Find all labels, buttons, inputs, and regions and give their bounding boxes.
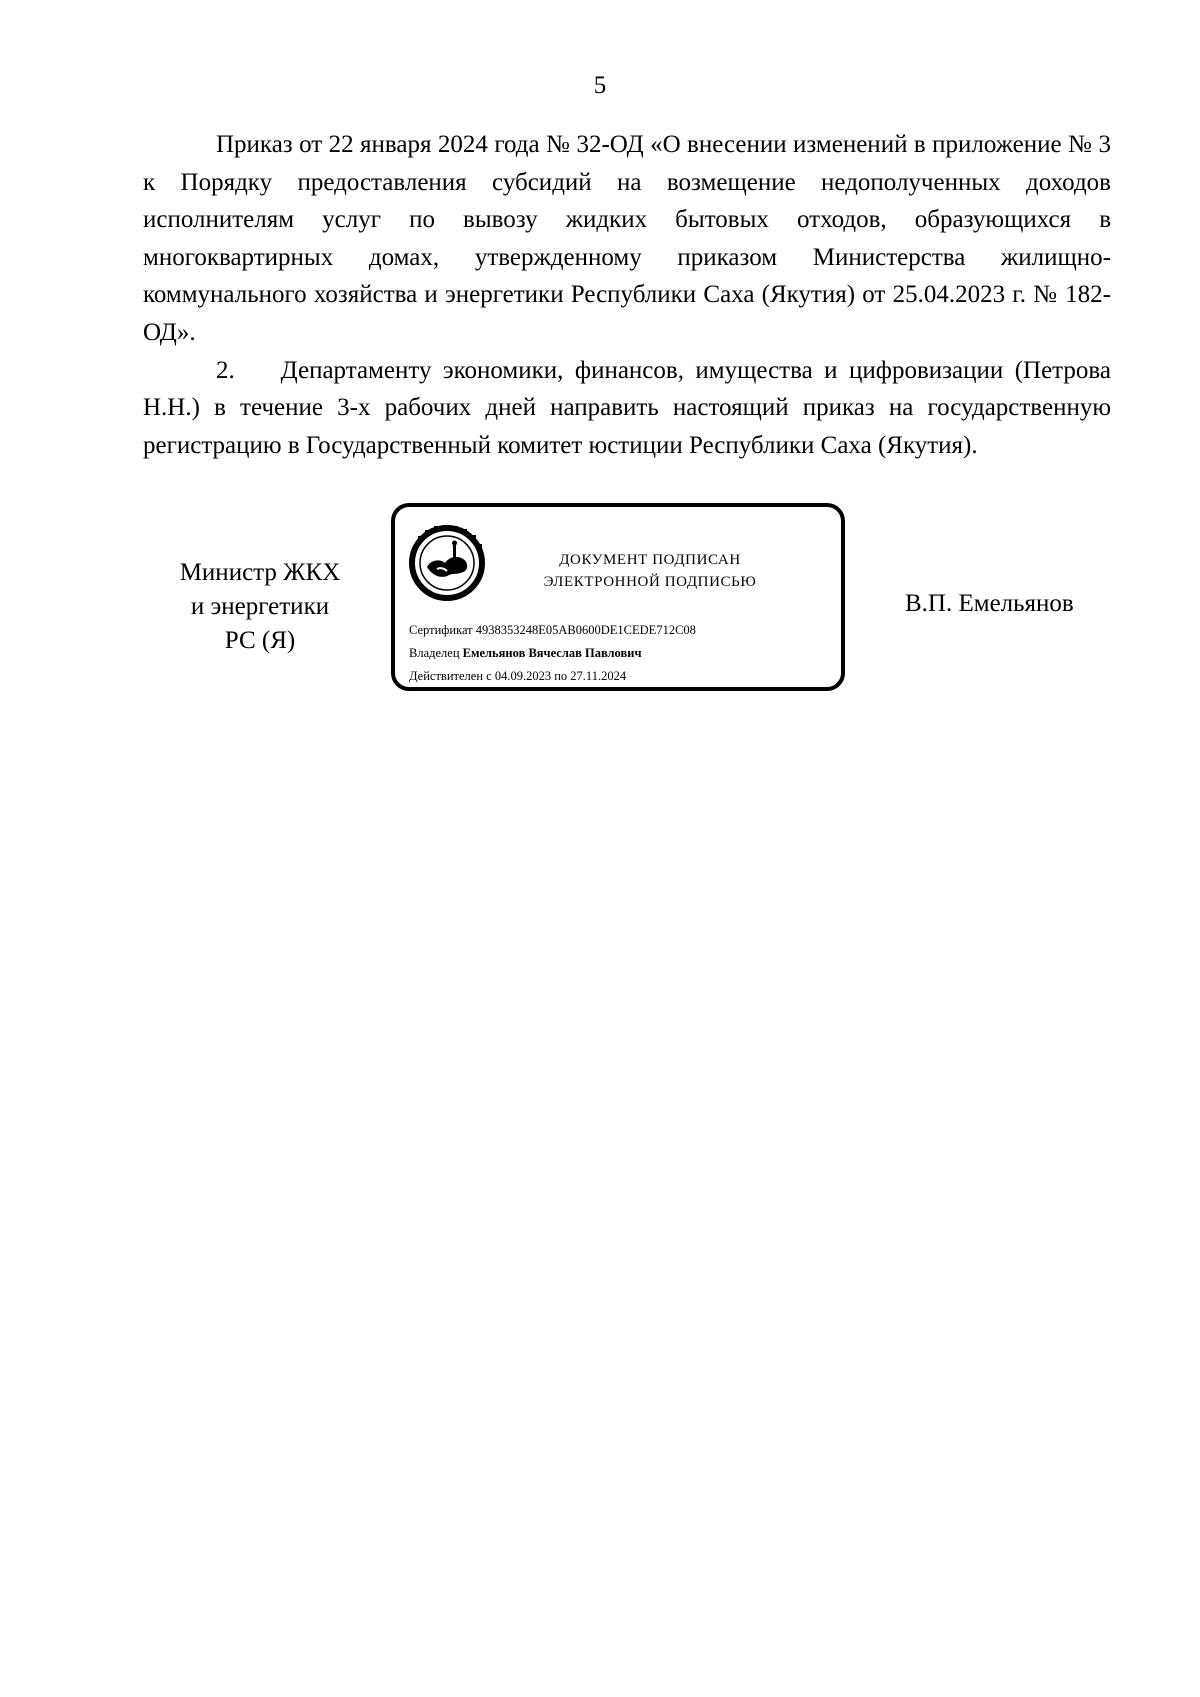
signer-title-line: и энергетики — [190, 593, 330, 620]
certificate-label: Сертификат — [409, 623, 473, 637]
document-body — [143, 126, 1118, 464]
signer-title — [150, 556, 370, 658]
paragraph-order-reference: Приказ от 22 января 2024 года № 32-ОД «О внесении изменений в приложение № 3 к Порядку предоставления субсидий на возмещение недополученных доходов исполнителям услуг по вывозу жидких бытовых отходов, образующихся в многоквартирных домах, утвержденному приказом Министерства жилищно-коммунального хозяйства и энергетики Республики Саха (Якутия) от 25.04.2023 г. № 182-ОД». — [143, 131, 1111, 346]
owner-label: Владелец — [409, 646, 460, 660]
stamp-certificate-row — [409, 619, 696, 642]
signer-name: В.П. Емельянов — [905, 590, 1074, 617]
stamp-owner-row — [409, 642, 696, 665]
stamp-validity-row — [409, 665, 696, 688]
signer-title-line: РС (Я) — [224, 627, 296, 654]
valid-label: Действителен — [409, 669, 484, 683]
stamp-details — [409, 619, 696, 688]
paragraph-item-2: 2. Департаменту экономики, финансов, имущества и цифровизации (Петрова Н.Н.) в течение 3-х рабочих дней направить настоящий приказ на государственную регистрацию в Государственный комитет юстиции Республики Саха (Якутия). — [143, 356, 1118, 459]
stamp-heading-line: ДОКУМЕНТ ПОДПИСАН — [559, 552, 741, 568]
signer-title-line: Министр ЖКХ — [179, 559, 341, 586]
stamp-heading — [505, 549, 795, 593]
valid-to-word: по — [554, 669, 568, 683]
valid-from-date: 04.09.2023 — [494, 669, 552, 683]
valid-to-date: 27.11.2024 — [570, 669, 627, 683]
page-number: 5 — [593, 72, 607, 99]
electronic-signature-stamp — [391, 503, 845, 691]
valid-from-word: с — [486, 669, 492, 683]
certificate-value: 4938353248E05AB0600DE1CEDE712C08 — [475, 623, 696, 637]
owner-value: Емельянов Вячеслав Павлович — [462, 646, 642, 660]
stamp-heading-line: ЭЛЕКТРОННОЙ ПОДПИСЬЮ — [543, 574, 757, 590]
signature-block — [0, 498, 1200, 698]
yakutia-emblem-icon — [407, 523, 487, 603]
